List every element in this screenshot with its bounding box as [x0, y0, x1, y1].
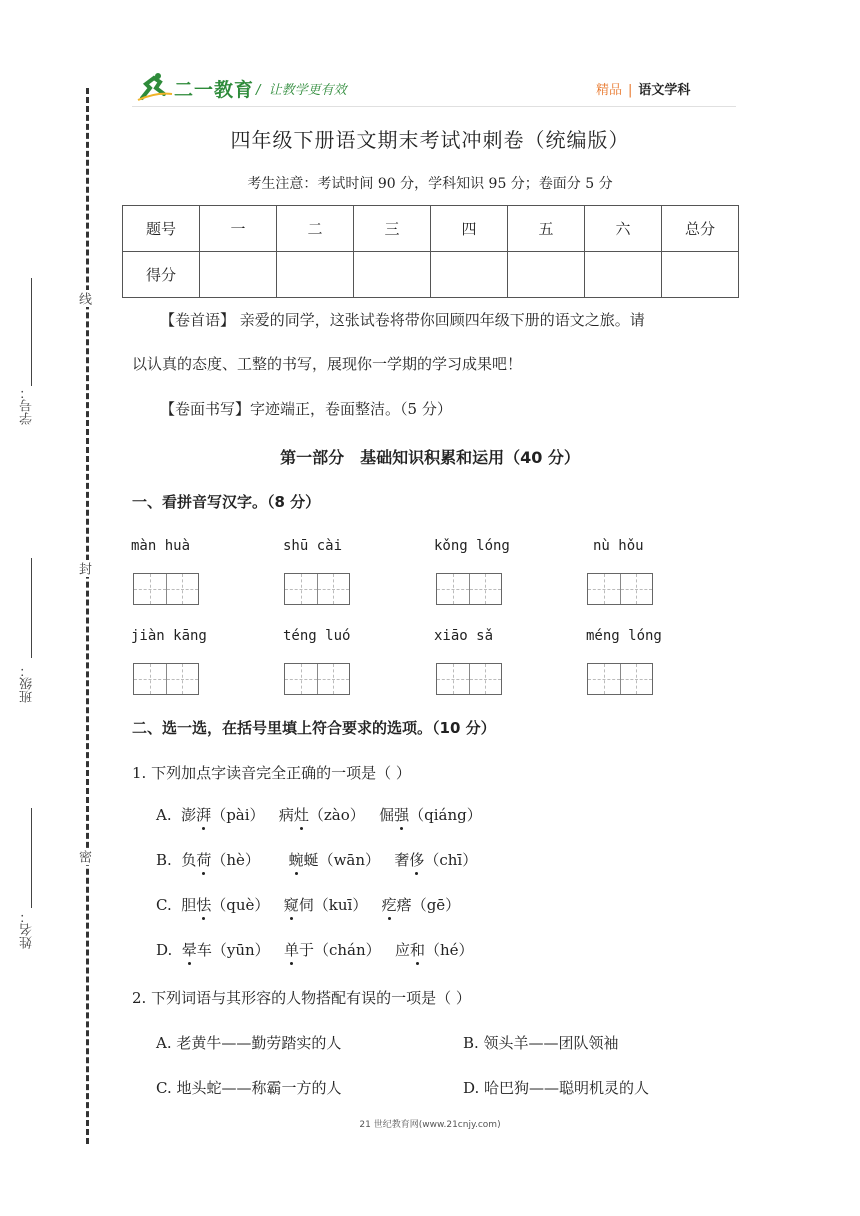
binding-word: 密 [76, 850, 91, 863]
score-cell[interactable] [354, 252, 431, 298]
writing-grid[interactable] [587, 663, 653, 695]
writing-grid[interactable] [133, 573, 199, 605]
table-cell: 五 [508, 206, 585, 252]
option-c[interactable]: C. 胆怯（què） 窥伺（kuī） 疙瘩（gē） [156, 896, 461, 914]
writing-grid[interactable] [436, 573, 502, 605]
score-cell[interactable] [431, 252, 508, 298]
table-cell: 六 [585, 206, 662, 252]
option-a[interactable]: A. 澎湃（pài） 病灶（zào） 倔强（qiáng） [156, 806, 482, 824]
table-row [123, 252, 739, 298]
header-rule [132, 106, 736, 107]
brand-separator: | [628, 83, 633, 98]
table-cell: 四 [431, 206, 508, 252]
table-row [123, 206, 739, 252]
writing-grid[interactable] [436, 663, 502, 695]
binding-word: 封 [76, 562, 91, 575]
name-fill-line[interactable] [31, 808, 32, 908]
option-d[interactable]: D. 晕车（yūn） 单于（chán） 应和（hé） [156, 941, 474, 959]
slogan: / 让教学更有效 [256, 83, 347, 98]
table-cell: 二 [277, 206, 354, 252]
table-cell: 总分 [662, 206, 739, 252]
score-cell[interactable] [662, 252, 739, 298]
intro-line: 【卷首语】 亲爱的同学，这张试卷将带你回顾四年级下册的语文之旅。请 [160, 311, 645, 329]
binding-word: 线 [76, 292, 91, 305]
table-cell: 一 [200, 206, 277, 252]
table-cell: 题号 [123, 206, 200, 252]
question-title: 一、看拼音写汉字。（8 分） [132, 493, 321, 511]
pinyin-label: nù hǒu [593, 538, 644, 554]
pinyin-label: jiàn kāng [131, 628, 207, 644]
writing-grid[interactable] [587, 573, 653, 605]
score-cell[interactable] [277, 252, 354, 298]
quality-tag: 精品 [596, 83, 623, 98]
subject-tag: 语文学科 [638, 83, 691, 98]
pinyin-label: kǒng lóng [434, 538, 510, 554]
score-cell[interactable] [508, 252, 585, 298]
name-label: 姓名： [20, 910, 35, 949]
writing-grid[interactable] [284, 573, 350, 605]
footer-source: 21 世纪教育网(www.21cnjy.com) [359, 1120, 501, 1130]
part-title: 第一部分 基础知识积累和运用（40 分） [280, 448, 580, 467]
question-stem: 1. 下列加点字读音完全正确的一项是（ ） [132, 764, 411, 782]
id-label: 学号： [20, 386, 35, 425]
table-cell: 三 [354, 206, 431, 252]
score-cell[interactable] [585, 252, 662, 298]
logo-text: 二一教育 [174, 79, 255, 101]
pinyin-label: màn huà [131, 538, 191, 554]
option-a[interactable]: A. 老黄牛——勤劳踏实的人 [156, 1034, 342, 1052]
class-label: 班级： [20, 664, 35, 703]
question-stem: 2. 下列词语与其形容的人物搭配有误的一项是（ ） [132, 989, 471, 1007]
id-fill-line[interactable] [31, 278, 32, 386]
binding-line [86, 88, 89, 1144]
option-d[interactable]: D. 哈巴狗——聪明机灵的人 [463, 1079, 650, 1097]
brand-label [596, 79, 690, 98]
pinyin-label: xiāo sǎ [434, 628, 494, 644]
pinyin-label: shū cài [283, 538, 343, 554]
page-title: 四年级下册语文期末考试冲刺卷（统编版） [230, 128, 630, 152]
writing-grid[interactable] [284, 663, 350, 695]
option-b[interactable]: B. 领头羊——团队领袖 [463, 1034, 619, 1052]
intro-line: 以认真的态度、工整的书写，展现你一学期的学习成果吧！ [132, 355, 523, 373]
pinyin-label: méng lóng [586, 628, 662, 644]
pinyin-label: téng luó [283, 628, 351, 644]
score-cell[interactable] [200, 252, 277, 298]
exam-notice: 考生注意：考试时间 90 分，学科知识 95 分；卷面分 5 分 [247, 176, 613, 192]
class-fill-line[interactable] [31, 558, 32, 658]
table-cell: 得分 [123, 252, 200, 298]
question-title: 二、选一选，在括号里填上符合要求的选项。（10 分） [132, 719, 496, 737]
option-b[interactable]: B. 负荷（hè） 蜿蜒（wān） 奢侈（chī） [156, 851, 478, 869]
writing-note: 【卷面书写】字迹端正，卷面整洁。（5 分） [160, 400, 452, 418]
writing-grid[interactable] [133, 663, 199, 695]
score-table [122, 205, 739, 298]
option-c[interactable]: C. 地头蛇——称霸一方的人 [156, 1079, 342, 1097]
